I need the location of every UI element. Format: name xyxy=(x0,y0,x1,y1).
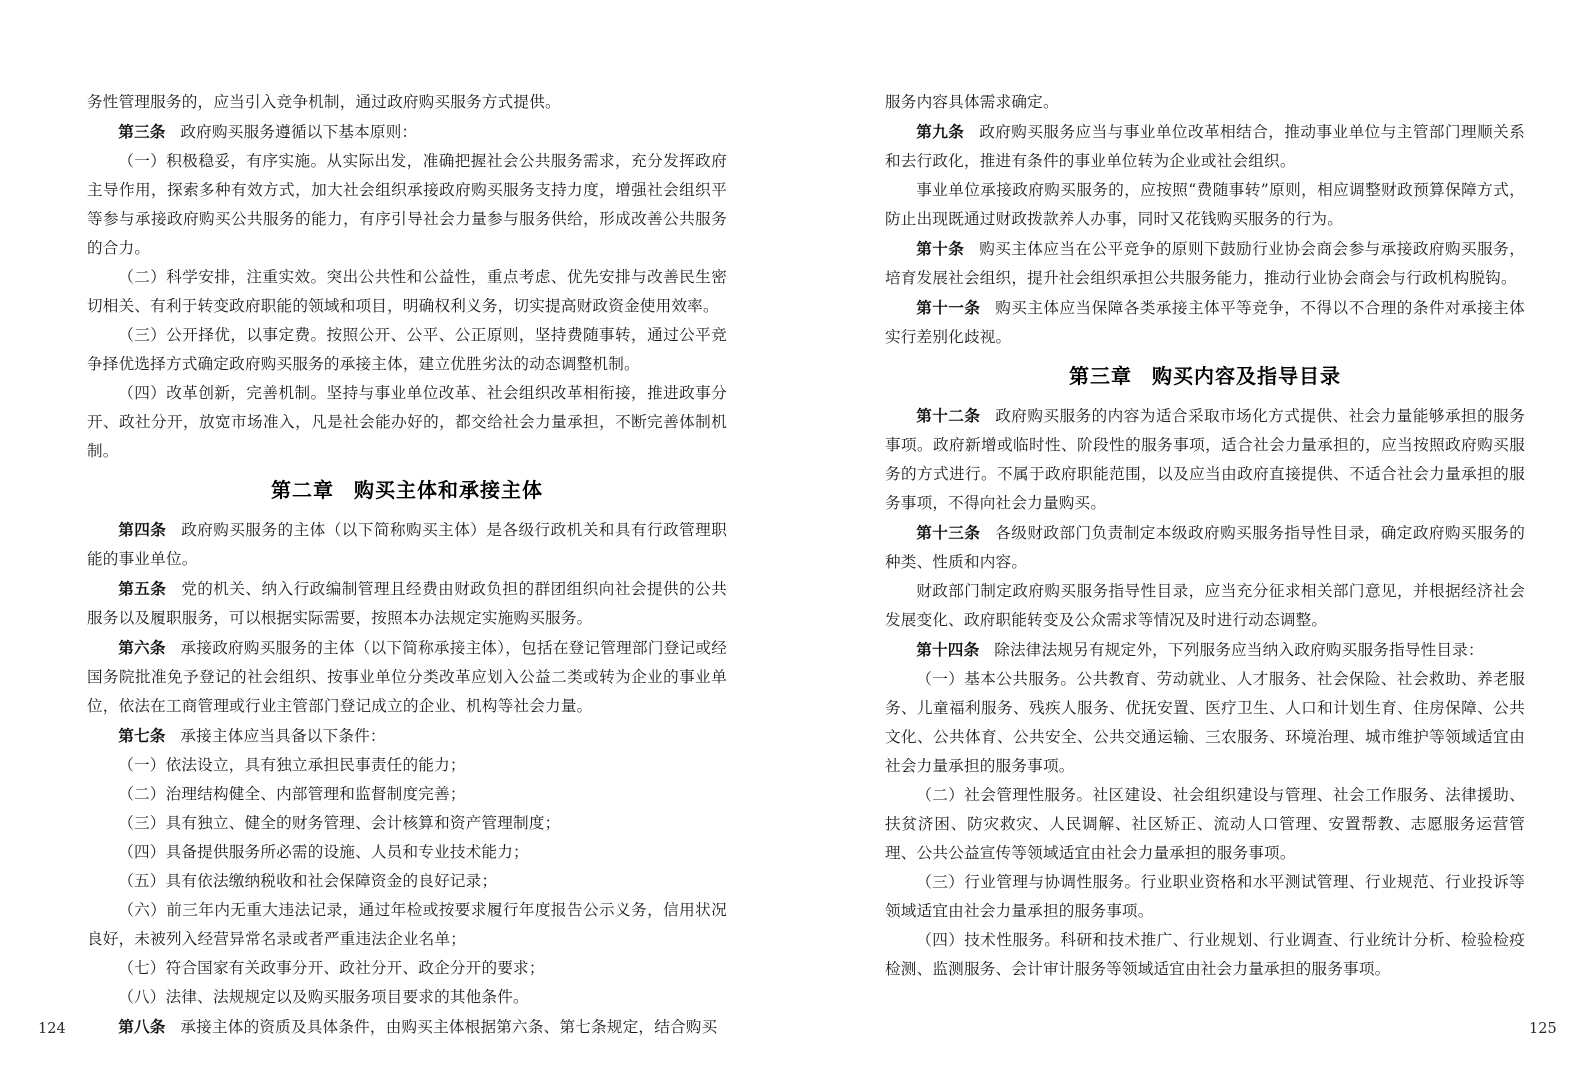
chapter-title: 购买主体和承接主体 xyxy=(354,478,543,502)
chapter-number: 第三章 xyxy=(1069,364,1132,388)
paragraph: 第十二条 政府购买服务的内容为适合采取市场化方式提供、社会力量能够承担的服务事项。政府新增或临时性、阶段性的服务事项，适合社会力量承担的，应当按照政府购买服务的方式进行。不属于政府职能范围，以及应当由政府直接提供、不适合社会力量承担的服务事项，不得向社会力量购买。 xyxy=(885,406,1525,512)
paragraph: 事业单位承接政府购买服务的，应按照“费随事转”原则，相应调整财政预算保障方式，防止出现既通过财政拨款养人办事，同时又花钱购买服务的行为。 xyxy=(885,181,1525,228)
paragraph: （一）依法设立，具有独立承担民事责任的能力； xyxy=(118,756,466,774)
paragraph: 第五条 党的机关、纳入行政编制管理且经费由财政负担的群团组织向社会提供的公共服务以及履职服务，可以根据实际需要，按照本办法规定实施购买服务。 xyxy=(87,579,727,627)
paragraph: 财政部门制定政府购买服务指导性目录，应当充分征求相关部门意见，并根据经济社会发展变化、政府职能转变及公众需求等情况及时进行动态调整。 xyxy=(885,582,1525,629)
chapter-title: 购买内容及指导目录 xyxy=(1152,364,1341,388)
article-number: 第八条 xyxy=(118,1017,166,1036)
paragraph: （五）具有依法缴纳税收和社会保障资金的良好记录； xyxy=(118,872,498,890)
paragraph: （二）治理结构健全、内部管理和监督制度完善； xyxy=(118,785,466,803)
paragraph: （一）积极稳妥，有序实施。从实际出发，准确把握社会公共服务需求，充分发挥政府主导作用，探索多种有效方式，加大社会组织承接政府购买服务支持力度，增强社会组织平等参与承接政府购买公共服务的能力，有序引导社会力量参与服务供给，形成改善公共服务的合力。 xyxy=(87,152,727,257)
paragraph: （二）社会管理性服务。社区建设、社会组织建设与管理、社会工作服务、法律援助、扶贫济困、防灾救灾、人民调解、社区矫正、流动人口管理、安置帮教、志愿服务运营管理、公共公益宣传等领域适宜由社会力量承担的服务事项。 xyxy=(885,786,1525,862)
paragraph: （三）公开择优，以事定费。按照公开、公平、公正原则，坚持费随事转，通过公平竞争择优选择方式确定政府购买服务的承接主体，建立优胜劣汰的动态调整机制。 xyxy=(87,326,727,373)
paragraph: 第九条 政府购买服务应当与事业单位改革相结合，推动事业单位与主管部门理顺关系和去行政化，推进有条件的事业单位转为企业或社会组织。 xyxy=(885,122,1525,170)
article-number: 第十四条 xyxy=(916,640,980,659)
paragraph: 第七条 承接主体应当具备以下条件： xyxy=(118,726,386,745)
article-number: 第六条 xyxy=(118,638,166,657)
article-number: 第三条 xyxy=(118,122,166,141)
paragraph: （一）基本公共服务。公共教育、劳动就业、人才服务、社会保险、社会救助、养老服务、儿童福利服务、残疾人服务、优抚安置、医疗卫生、人口和计划生育、住房保障、公共文化、公共体育、公共安全、公共交通运输、三农服务、环境治理、城市维护等领域适宜由社会力量承担的服务事项。 xyxy=(885,670,1525,775)
paragraph: （四）改革创新，完善机制。坚持与事业单位改革、社会组织改革相衔接，推进政事分开、政社分开，放宽市场准入，凡是社会能办好的，都交给社会力量承担，不断完善体制机制。 xyxy=(87,384,727,460)
article-number: 第十二条 xyxy=(916,406,981,425)
chapter-heading xyxy=(87,476,727,505)
article-number: 第十三条 xyxy=(916,523,981,542)
paragraph: 第十条 购买主体应当在公平竞争的原则下鼓励行业协会商会参与承接政府购买服务，培育发展社会组织，提升社会组织承担公共服务能力，推动行业协会商会与行政机构脱钩。 xyxy=(885,239,1525,287)
paragraph: 第四条 政府购买服务的主体（以下简称购买主体）是各级行政机关和具有行政管理职能的事业单位。 xyxy=(87,520,727,568)
paragraph: （六）前三年内无重大违法记录，通过年检或按要求履行年度报告公示义务，信用状况良好，未被列入经营异常名录或者严重违法企业名单； xyxy=(87,901,727,948)
article-number: 第十一条 xyxy=(916,298,981,317)
paragraph: 服务内容具体需求确定。 xyxy=(885,93,1059,111)
chapter-number: 第二章 xyxy=(271,478,334,502)
paragraph: （八）法律、法规规定以及购买服务项目要求的其他条件。 xyxy=(118,988,529,1006)
article-number: 第五条 xyxy=(118,579,167,598)
paragraph: （四）具备提供服务所必需的设施、人员和专业技术能力； xyxy=(118,843,529,861)
paragraph: 务性管理服务的，应当引入竞争机制，通过政府购买服务方式提供。 xyxy=(87,93,561,111)
page-number-left: 124 xyxy=(38,1021,66,1037)
article-number: 第七条 xyxy=(118,726,166,745)
paragraph: 第十四条 除法律法规另有规定外，下列服务应当纳入政府购买服务指导性目录： xyxy=(916,640,1484,659)
paragraph: （七）符合国家有关政事分开、政社分开、政企分开的要求； xyxy=(118,959,545,977)
article-number: 第九条 xyxy=(916,122,965,141)
chapter-heading xyxy=(885,362,1525,391)
page-number-right: 125 xyxy=(1529,1021,1557,1037)
paragraph: （四）技术性服务。科研和技术推广、行业规划、行业调查、行业统计分析、检验检疫检测、监测服务、会计审计服务等领域适宜由社会力量承担的服务事项。 xyxy=(885,931,1525,978)
paragraph: （二）科学安排，注重实效。突出公共性和公益性，重点考虑、优先安排与改善民生密切相关、有利于转变政府职能的领域和项目，明确权利义务，切实提高财政资金使用效率。 xyxy=(87,268,727,315)
paragraph: 第八条 承接主体的资质及具体条件，由购买主体根据第六条、第七条规定，结合购买 xyxy=(118,1017,718,1036)
paragraph: 第十三条 各级财政部门负责制定本级政府购买服务指导性目录，确定政府购买服务的种类、性质和内容。 xyxy=(885,523,1525,571)
paragraph: （三）具有独立、健全的财务管理、会计核算和资产管理制度； xyxy=(118,814,561,832)
article-number: 第十条 xyxy=(916,239,965,258)
page-124-text-column xyxy=(87,88,727,1042)
paragraph: 第三条 政府购买服务遵循以下基本原则： xyxy=(118,122,418,141)
paragraph: 第十一条 购买主体应当保障各类承接主体平等竞争，不得以不合理的条件对承接主体实行差别化歧视。 xyxy=(885,298,1525,346)
page-125-text-column xyxy=(885,88,1525,984)
paragraph: 第六条 承接政府购买服务的主体（以下简称承接主体），包括在登记管理部门登记或经国务院批准免予登记的社会组织、按事业单位分类改革应划入公益二类或转为企业的事业单位，依法在工商管理或行业主管部门登记成立的企业、机构等社会力量。 xyxy=(87,638,727,715)
paragraph: （三）行业管理与协调性服务。行业职业资格和水平测试管理、行业规范、行业投诉等领域适宜由社会力量承担的服务事项。 xyxy=(885,873,1525,920)
article-number: 第四条 xyxy=(118,520,167,539)
